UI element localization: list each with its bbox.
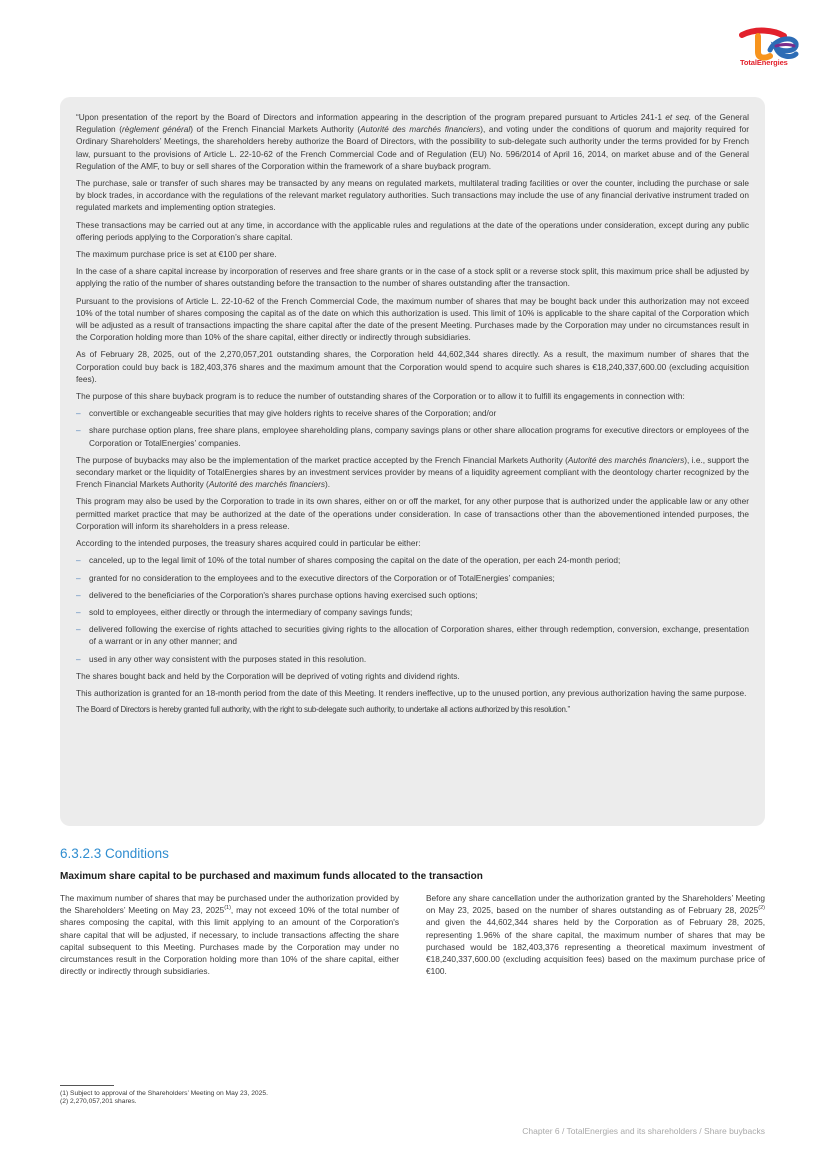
list-item: – delivered following the exercise of rights attached to securities giving rights to the allocation of Corporation shares, either through redemption, conversion, exchange, presentation of a warrant or in any other manner; and bbox=[76, 623, 749, 647]
quote-paragraph: The purchase, sale or transfer of such shares may be transacted by any means on regulated markets, multilateral trading facilities or over the counter, including the purchase or sale by block trades, in accordance with the regulations of the relevant market regulatory authorities. Such transactions may include the use of any financial derivative instrument traded on regulated markets and implementing option strategies. bbox=[76, 178, 749, 213]
list-item: – delivered to the beneficiaries of the Corporation's shares purchase options having exercised such options; bbox=[76, 589, 749, 601]
resolution-quote-box bbox=[60, 97, 765, 826]
resolution-text bbox=[76, 111, 749, 721]
section-subheading: Maximum share capital to be purchased and maximum funds allocated to the transaction bbox=[60, 871, 483, 882]
quote-paragraph: In the case of a share capital increase by incorporation of reserves and free share grants or in the case of a stock split or a reverse stock split, this maximum price shall be adjusted by applying the ratio of the number of shares outstanding before the transaction to the number of shares outstanding after the transaction. bbox=[76, 266, 749, 289]
list-item: – canceled, up to the legal limit of 10% of the total number of shares composing the capital on the date of the operation, per each 24-month period; bbox=[76, 554, 749, 566]
quote-paragraph: The maximum purchase price is set at €100 per share. bbox=[76, 249, 277, 260]
right-column-text: Before any share cancellation under the authorization granted by the Shareholders’ Meeting on May 23, 2025, based on the number of shares outstanding as of February 28, 2025$^{(2)}$ and given the 44,602,344 shares held by the Corporation as of February 28, 2025, representing 1.96% of the share capital, the maximum number of shares that may be purchased would be 182,403,376 representing a theoretical maximum investment of €18,240,337,600.00 (excluding acquisition fees) based on the maximum purchase price of €100. bbox=[426, 893, 765, 977]
quote-paragraph: The purpose of this share buyback program is to reduce the number of outstanding shares of the Corporation or to allow it to fulfill its engagements in connection with: bbox=[76, 391, 685, 402]
footnote-ref: (2) bbox=[758, 905, 765, 912]
logo-blue-stroke bbox=[770, 39, 796, 57]
list-item: – sold to employees, either directly or through the intermediary of company savings funds; bbox=[76, 606, 749, 618]
left-column-text: The maximum number of shares that may be purchased under the authorization provided by the Shareholders’ Meeting on May 23, 2025$^{(1)}$, may not exceed 10% of the total number of shares composing the capital, with this limit applying to an amount of the Corporation's share capital that will be adjusted, if necessary, to include transactions affecting the share capital subsequent to this Meeting. Purchases made by the Corporation may under no circumstances result in the Corporation holding more than 10% of the share capital, either directly or indirectly through subsidiaries. bbox=[60, 893, 399, 977]
quote-paragraph: This authorization is granted for an 18-month period from the date of this Meeting. It renders ineffective, up to the unused portion, any previous authorization having the same purpose. bbox=[76, 687, 747, 698]
page-footer-breadcrumb: Chapter 6 / TotalEnergies and its shareholders / Share buybacks bbox=[522, 1126, 765, 1136]
purposes-list bbox=[76, 554, 749, 664]
quote-paragraph: Pursuant to the provisions of Article L. 22-10-62 of the French Commercial Code, the maximum number of shares that may be bought back under this authorization may not exceed 10% of the total number of shares composing the capital as of the date on which this authorization is used. This limit of 10% is applicable to the share capital of the Corporation which will be adjusted as a result of transactions impacting the share capital after the date of the present Meeting. Purchases made by the Corporation may under no circumstances result in the Corporation holding more than 10% of the share capital, either directly or indirectly through subsidiaries. bbox=[76, 295, 749, 343]
footnote: (1) Subject to approval of the Shareholders’ Meeting on May 23, 2025. bbox=[60, 1090, 268, 1097]
quote-paragraph: This program may also be used by the Corporation to trade in its own shares, either on or off the market, for any other purpose that is authorized under the applicable law or any other permitted market practice that may be authorized at the date of the operations under consideration. In case of transactions other than the abovementioned intended purposes, the Corporation will inform its shareholders in a press release. bbox=[76, 496, 749, 531]
quote-paragraph: These transactions may be carried out at any time, in accordance with the applicable rules and regulations at the date of the operations under consideration, except during any public offering periods applying to the Corporation’s share capital. bbox=[76, 219, 749, 242]
footnote: (2) 2,270,057,201 shares. bbox=[60, 1098, 137, 1106]
logo-purple-stroke bbox=[776, 45, 794, 47]
quote-paragraph: According to the intended purposes, the treasury shares acquired could in particular be either: bbox=[76, 538, 421, 549]
quote-paragraph: “Upon presentation of the report by the Board of Directors and information appearing in the description of the program prepared pursuant to Articles 241-1 et seq. of the General Regulation (règlement général) of the French Financial Markets Authority (Autorité des marchés financiers), and voting under the conditions of quorum and majority required for Ordinary Shareholders’ Meetings, the shareholders hereby authorize the Board of Directors, with the possibility to sub-delegate such authority under the terms provided for by French law, pursuant to the provisions of Article L. 22-10-62 of the French Commercial Code and of Regulation (EU) No. 596/2014 of April 16, 2014, on market abuse and of the General Regulation of the AMF, to buy or sell shares of the Corporation within the framework of a share buyback program. bbox=[76, 112, 749, 171]
quote-paragraph: The purpose of buybacks may also be the implementation of the market practice accepted by the French Financial Markets Authority (Autorité des marchés financiers), i.e., support the secondary market or the liquidity of TotalEnergies shares by an investment services provider by means of a liquidity agreement compliant with the deontology charter recognized by the French Financial Markets Authority (Autorité des marchés financiers). bbox=[76, 454, 749, 490]
logo-wordmark: TotalEnergies bbox=[740, 58, 788, 67]
footnotes bbox=[60, 1090, 268, 1106]
list-item: – share purchase option plans, free share plans, employee shareholding plans, company savings plans or other share allocation programs for executive directors or employees of the Corporation or TotalEnergies’ companies. bbox=[76, 424, 749, 448]
footnote-ref: (1) bbox=[224, 905, 231, 912]
footnote-divider bbox=[60, 1085, 114, 1086]
engagements-list bbox=[76, 407, 749, 449]
list-item: – granted for no consideration to the employees and to the executive directors of the Corporation or of TotalEnergies’ companies; bbox=[76, 572, 749, 584]
quote-paragraph: The shares bought back and held by the Corporation will be deprived of voting rights and dividend rights. bbox=[76, 670, 460, 681]
logo-red-stroke bbox=[742, 31, 784, 36]
section-heading: 6.3.2.3 Conditions bbox=[60, 846, 169, 861]
list-item: – used in any other way consistent with the purposes stated in this resolution. bbox=[76, 653, 749, 665]
list-item: – convertible or exchangeable securities that may give holders rights to receive shares of the Corporation; and/or bbox=[76, 407, 749, 419]
quote-paragraph: The Board of Directors is hereby granted full authority, with the right to sub-delegate such authority, to undertake all actions authorized by this resolution.” bbox=[76, 705, 570, 715]
quote-paragraph: As of February 28, 2025, out of the 2,270,057,201 outstanding shares, the Corporation held 44,602,344 shares directly. As a result, the maximum number of shares that the Corporation could buy back is 182,403,376 shares and the maximum amount that the Corporation would spend to acquire such shares is €18,240,337,600.00 (excluding acquisition fees). bbox=[76, 349, 749, 384]
logo-orange-stroke bbox=[758, 36, 770, 58]
